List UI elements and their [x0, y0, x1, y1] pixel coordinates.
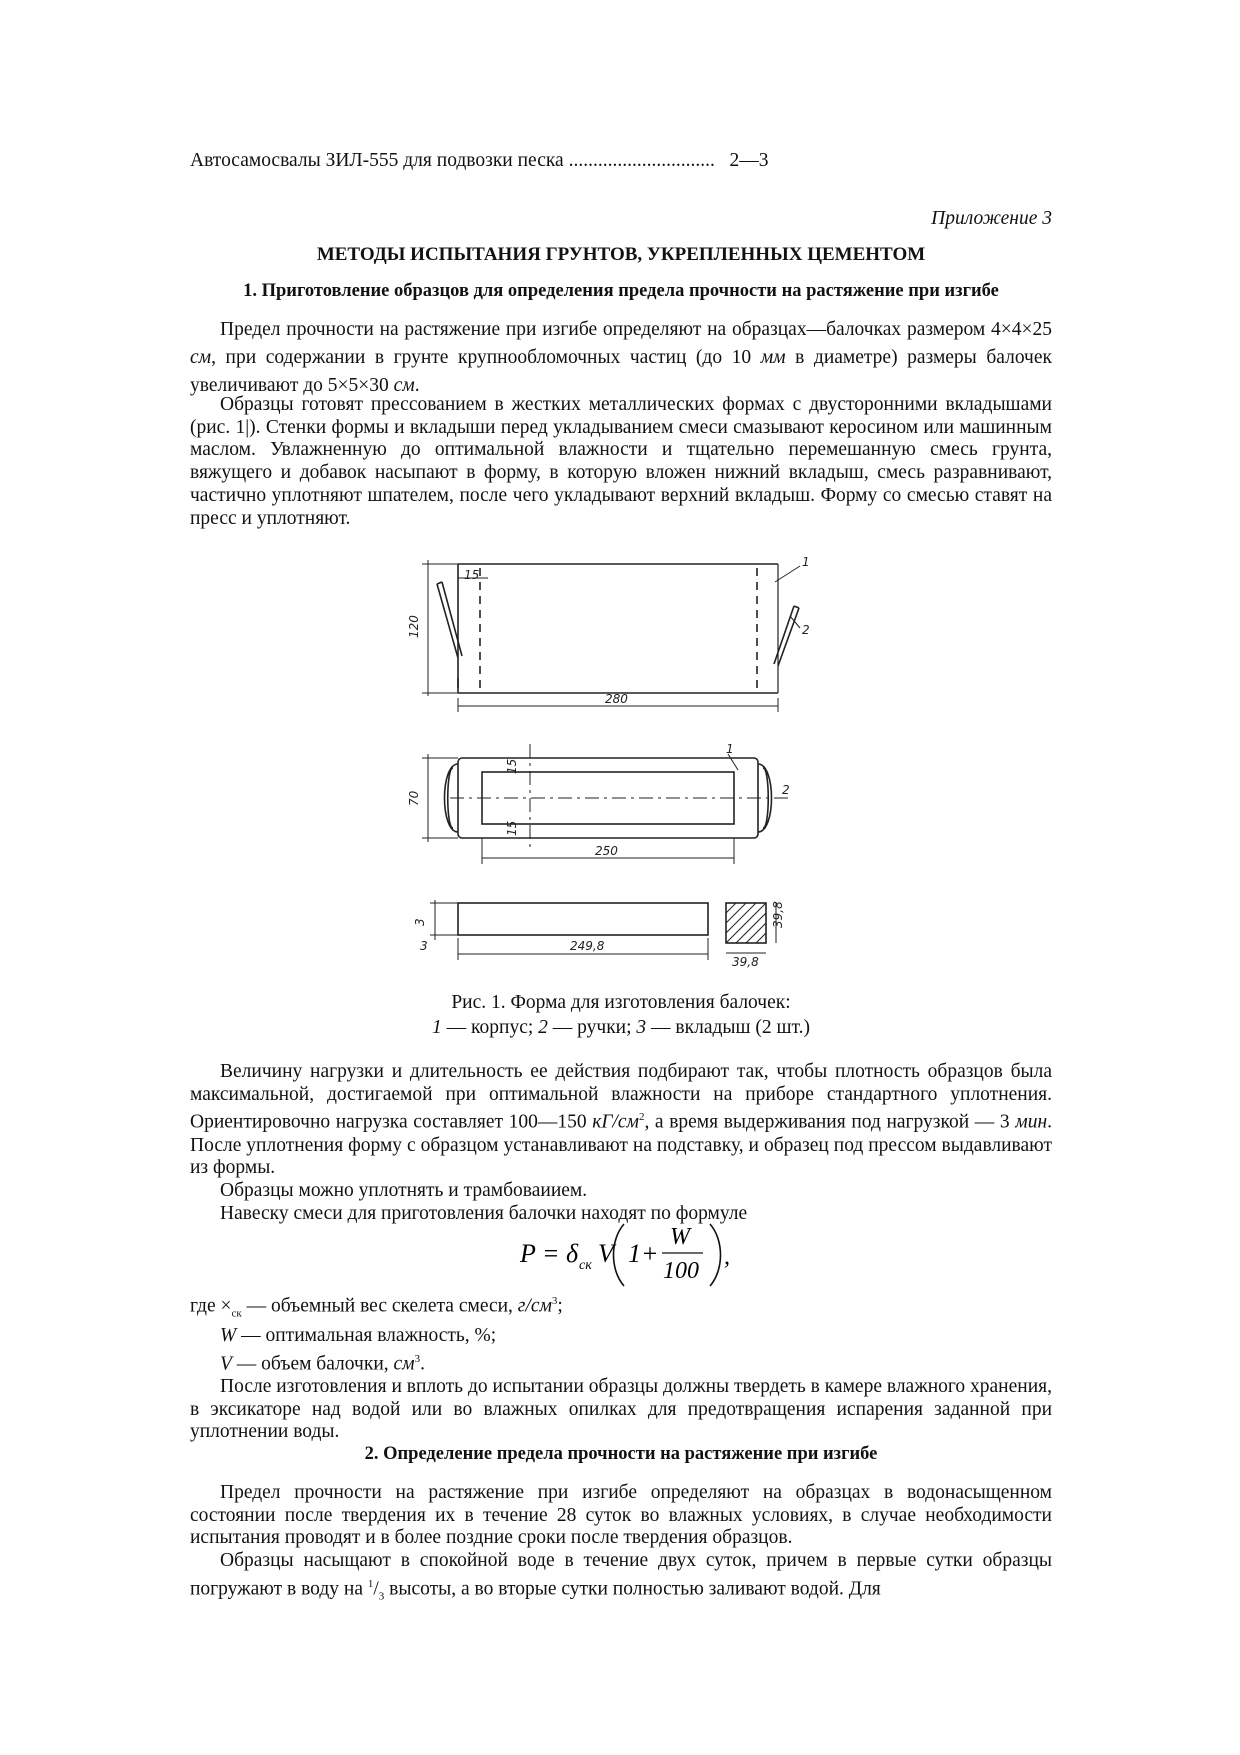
fraction-denominator: 3: [378, 1590, 385, 1603]
dim-120: 120: [407, 615, 421, 638]
unit: см: [393, 1353, 415, 1375]
label-1-top: 1: [802, 555, 810, 569]
mold-drawing-svg: [407, 548, 830, 978]
section-1-block-2: [190, 394, 1052, 530]
unit: мин: [1015, 1111, 1048, 1133]
unit: кГ/см: [592, 1111, 639, 1133]
text-run: ;: [557, 1295, 563, 1317]
formula-w: W: [670, 1224, 690, 1250]
dim-15-mid-a: 15: [505, 758, 519, 774]
section-2-paragraph-2: [190, 1550, 1052, 1608]
text-run: Образцы насыщают в спокойной воде в течение двух суток, причем в первые сутки образцы погружают в воду на: [190, 1550, 1052, 1600]
text-run: . После уплотнения форму с образцом устанавливают на подставку, и образец под прессом выдавливают из формы.: [190, 1111, 1052, 1179]
text-run: , при содержании в грунте крупнообломочных частиц (до 10: [211, 347, 761, 368]
legend-line-2: [190, 1325, 1052, 1348]
paragraph-5: Навеску смеси для приготовления балочки находят по формуле: [220, 1202, 748, 1224]
subscript: ск: [231, 1307, 242, 1320]
caption-number: 1: [432, 1017, 442, 1038]
paragraph-6: После изготовления и вплоть до испытании образцы должны твердеть в камере влажного хранения, в эксикаторе над водой или во влажных опилках для предотвращения испарения заданной при уплотнении воды.: [190, 1376, 1052, 1443]
label-2-top: 2: [802, 623, 810, 637]
label-2-mid: 2: [782, 783, 790, 797]
symbol: V: [220, 1353, 232, 1375]
section-1-block-1: [190, 316, 1052, 400]
section-1-heading: 1. Приготовление образцов для определения предела прочности на растяжение при изгибе: [243, 281, 999, 301]
superscript: 2: [638, 1111, 645, 1124]
formula-p: P: [520, 1239, 536, 1268]
unit: см: [393, 375, 415, 396]
section-2-body: [190, 1482, 1052, 1608]
document-title: МЕТОДЫ ИСПЫТАНИЯ ГРУНТОВ, УКРЕПЛЕННЫХ ЦЕМЕНТОМ: [316, 244, 926, 265]
legend-line-1: [190, 1290, 1052, 1325]
section-2-paragraph-1: Предел прочности на растяжение при изгибе определяют на образцах в водонасыщенном состоянии после твердения их в течение 28 суток во влажных условиях, в случае необходимости испытания проводят и в более поздние сроки после твердения образцов.: [190, 1482, 1052, 1549]
caption-text: — вкладыш (2 шт.): [646, 1017, 810, 1038]
formula-denominator: 100: [663, 1258, 699, 1284]
figure-caption: [190, 990, 1052, 1040]
formula-v: V: [598, 1239, 614, 1268]
figure-mold-drawing: [407, 548, 830, 978]
text-run: , а время выдерживания под нагрузкой — 3: [644, 1111, 1016, 1133]
superscript: 3: [551, 1295, 558, 1307]
dim-249-8: 249,8: [570, 939, 605, 953]
appendix-label: Приложение 3: [931, 208, 1052, 229]
section-2-heading: 2. Определение предела прочности на растяжение при изгибе: [364, 1444, 878, 1464]
caption-line-1: Рис. 1. Форма для изготовления балочек:: [451, 992, 791, 1013]
caption-number: 2: [538, 1017, 548, 1038]
dim-70: 70: [407, 790, 421, 806]
paragraph-2: Образцы готовят прессованием в жестких металлических формах с двусторонними вкладышами (рис. 1|). Стенки формы и вкладыши перед укладыванием смеси смазывают керосином или машинным маслом. Увлажненную до оптимальной влажности и тщательно перемешанную смесь грунта, вяжущего и добавок насыпают в форму, в которую вложен нижний вкладыш, смесь разравнивают, частично уплотняют шпателем, после чего укладывают верхний вкладыш. Форму со смесью ставят на пресс и уплотняют.: [190, 394, 1052, 529]
caption-number: 3: [636, 1017, 647, 1038]
formula-legend: [190, 1290, 1052, 1444]
formula-svg: [520, 1218, 740, 1288]
text-run: где: [190, 1295, 221, 1317]
paragraph-3: [190, 1061, 1052, 1180]
fraction-numerator: 1: [367, 1577, 374, 1590]
formula-comma: ,: [724, 1244, 730, 1270]
text-run: — объем балочки,: [231, 1353, 394, 1375]
formula-delta: δ: [566, 1239, 579, 1268]
formula-subscript: ск: [579, 1258, 592, 1273]
caption-line-2: [190, 1015, 1052, 1040]
text-run: Величину нагрузки и длительность ее действия подбирают так, чтобы плотность образцов была максимальной, достигаемой при оптимальной влажности на приборе стандартного уплотнения. Ориентировочно нагрузка составляет 100—150: [190, 1061, 1052, 1133]
text-run: — объемный вес скелета смеси,: [241, 1295, 518, 1317]
text-run: .: [420, 1353, 425, 1375]
caption-text: — ручки;: [547, 1017, 637, 1038]
dim-39-8-vertical: 39,8: [771, 901, 785, 928]
symbol: ×: [220, 1295, 232, 1317]
formula-eq: =: [542, 1239, 560, 1268]
legend-line-3: [190, 1348, 1052, 1376]
toc-dots: ..............................: [568, 150, 715, 171]
fraction-slash: /: [373, 1578, 379, 1600]
paragraph-4: Образцы можно уплотнять и трамбоваиием.: [220, 1180, 588, 1202]
dim-280: 280: [605, 692, 628, 706]
paragraph-1: [190, 316, 1052, 400]
dim-250: 250: [595, 844, 618, 858]
formula-one-plus: 1+: [628, 1239, 659, 1268]
label-1-mid: 1: [726, 742, 734, 756]
text-run: высоты, а во вторые сутки полностью заливают водой. Для: [384, 1578, 881, 1600]
section-1-block-3: [190, 1061, 1052, 1225]
unit: г/см: [517, 1295, 552, 1317]
dim-15-mid-b: 15: [505, 820, 519, 836]
text-run: — оптимальная влажность, %;: [236, 1325, 497, 1347]
dim-3-a: 3: [413, 918, 427, 926]
toc-pages: 2—3: [729, 150, 769, 171]
text-run: .: [414, 375, 420, 396]
unit: мм: [760, 347, 786, 368]
toc-line: [190, 150, 768, 172]
dim-3-b: 3: [420, 939, 428, 953]
superscript: 3: [414, 1352, 421, 1365]
text-run: в диаметре) размеры балочек увеличивают до 5×5×30: [190, 347, 1052, 396]
dim-39-8-horizontal: 39,8: [732, 955, 759, 969]
symbol: W: [220, 1325, 237, 1347]
toc-text: Автосамосвалы ЗИЛ-555 для подвозки песка: [190, 150, 564, 171]
dim-15-top: 15: [464, 568, 480, 582]
caption-text: — корпус;: [441, 1017, 539, 1038]
formula: [520, 1218, 740, 1288]
text-run: Предел прочности на растяжение при изгибе определяют на образцах—балочках размером 4×4×25: [220, 319, 1052, 340]
unit: см: [190, 347, 212, 368]
